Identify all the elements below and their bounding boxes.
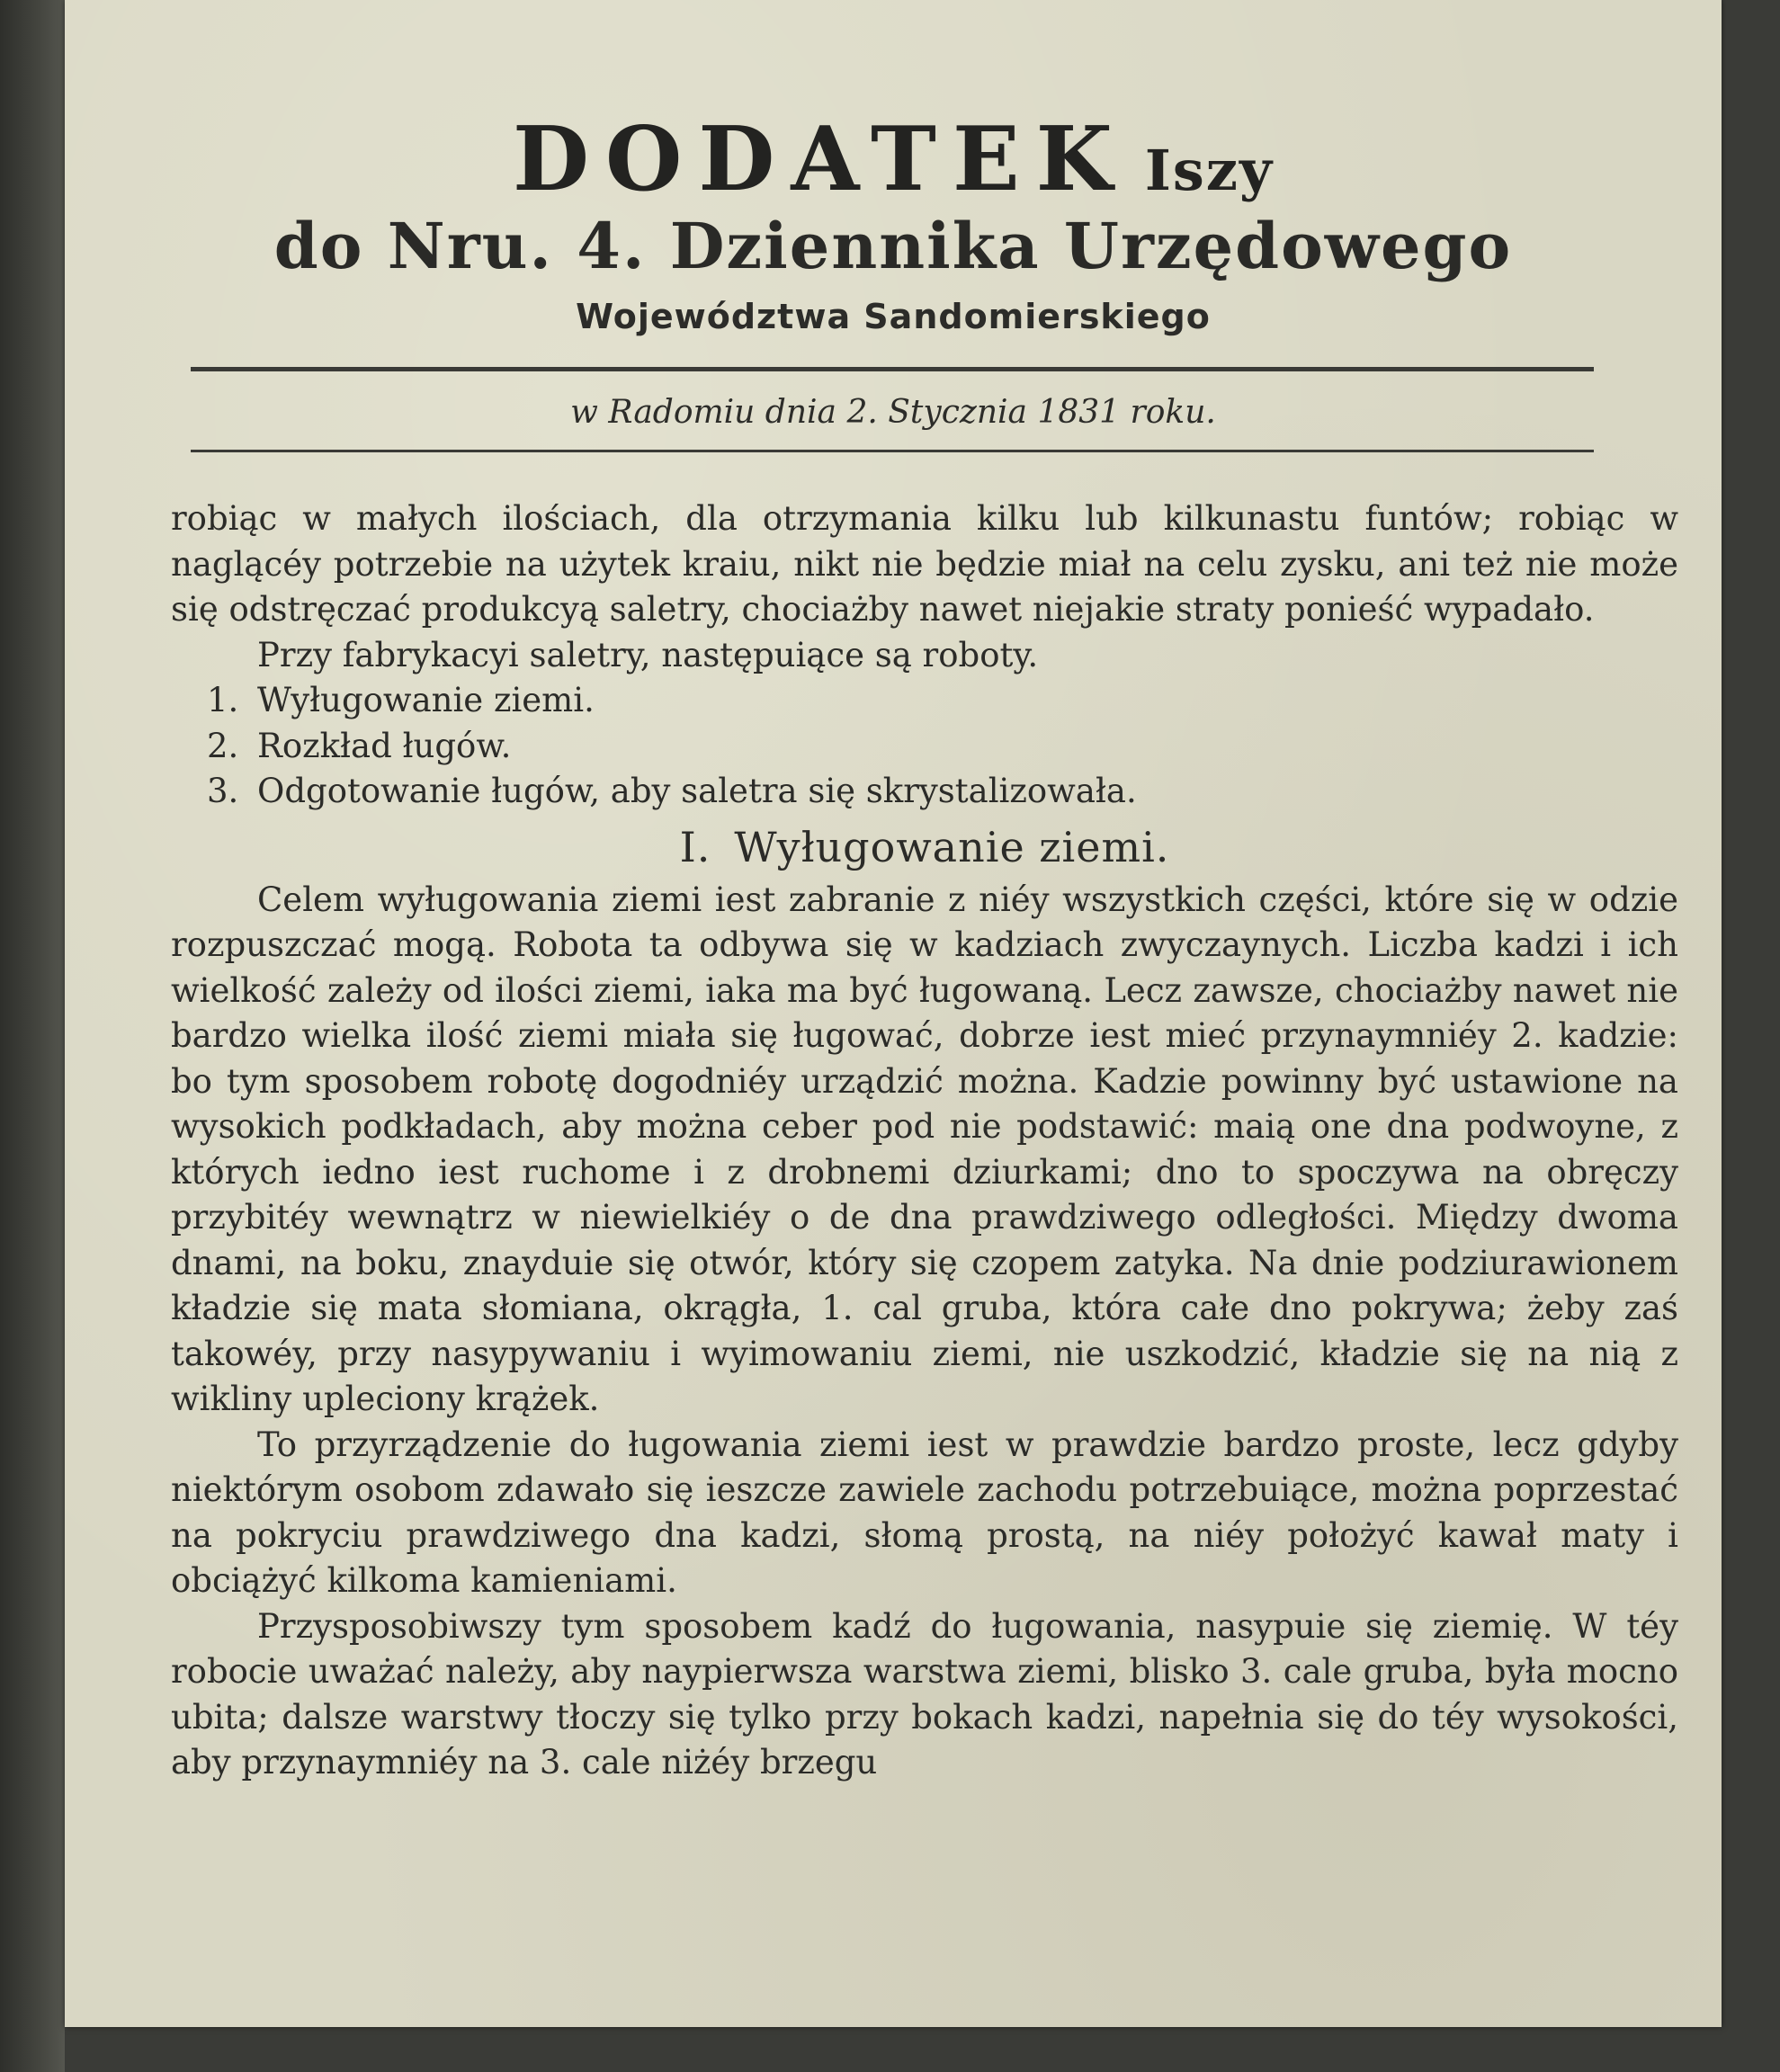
section-paragraph: Przysposobiwszy tym sposobem kadź do ługowania, nasypuie się ziemię. W téy robocie uważać należy, aby naypierwsza warstwa ziemi, blisko 3. cale gruba, była mocno ubita; dalsze warstwy tłoczy się tylko przy bokach kadzi, napełnia się do téy wysokości, aby przynaymniéy na 3. cale niżéy brzegu xyxy=(171,1606,1678,1782)
intro-lead: Przy fabrykacyi saletry, następuiące są roboty. xyxy=(257,635,1039,674)
list-item xyxy=(171,678,1678,724)
header-rule-bottom xyxy=(191,450,1594,452)
document-subtitle: do Nru. 4. Dziennika Urzędowego xyxy=(273,209,1513,283)
list-item xyxy=(171,724,1678,770)
document-title xyxy=(65,108,1722,211)
section-heading xyxy=(171,818,1678,876)
section-number: I. xyxy=(679,822,711,871)
step-number: 1. xyxy=(207,681,239,719)
section-title: Wyługowanie ziemi. xyxy=(734,822,1170,871)
step-text: Rozkład ługów. xyxy=(257,726,512,765)
section-paragraph: Celem wyługowania ziemi iest zabranie z niéy wszystkich części, które się w odzie rozpuszczać mogą. Robota ta odbywa się w kadziach zwyczaynych. Liczba kadzi i ich wielkość zależy od ilości ziemi, iaka ma być ługowaną. Lecz zawsze, chociażby nawet nie bardzo wielka ilość ziemi miała się ługować, dobrze iest mieć przynaymniéy 2. kadzie: bo tym sposobem robotę dogodniéy urządzić można. Kadzie powinny być ustawione na wysokich podkładach, aby można ceber pod nie podstawić: maią one dna podwoyne, z których iedno iest ruchome i z drobnemi dziurkami; dno to spoczywa na obręczy przybitéy wewnątrz w niewielkiéy o de dna prawdziwego odległości. Między dwoma dnami, na boku, znayduie się otwór, który się czopem zatyka. Na dnie podziurawionem kładzie się mata słomiana, okrągła, 1. cal gruba, która całe dno pokrywa; żeby zaś takowéy, przy nasypywaniu i wyimowaniu ziemi, nie uszkodzić, kładzie się na nią z wikliny upleciony krążek. xyxy=(171,880,1678,1418)
document-region: Województwa Sandomierskiego xyxy=(576,297,1211,336)
book-spine xyxy=(0,0,65,2072)
document-body xyxy=(171,496,1678,1786)
step-text: Wyługowanie ziemi. xyxy=(257,681,595,719)
title-suffix: Iszy xyxy=(1144,138,1274,203)
step-number: 2. xyxy=(207,726,239,765)
intro-paragraph: robiąc w małych ilościach, dla otrzymania kilku lub kilkunastu funtów; robiąc w naglącéy potrzebie na użytek kraiu, nikt nie będzie miał na celu zysku, ani też nie może się odstręczać produkcyą saletry, chociażby nawet niejakie straty ponieść wypadało. xyxy=(171,499,1678,629)
title-word: DODATEK xyxy=(513,108,1129,211)
dateline: w Radomiu dnia 2. Stycznia 1831 roku. xyxy=(570,394,1216,431)
document-page xyxy=(65,0,1722,2027)
header-rule-top xyxy=(191,367,1594,371)
step-text: Odgotowanie ługów, aby saletra się skrystalizowała. xyxy=(257,772,1137,810)
list-item xyxy=(171,769,1678,815)
steps-list xyxy=(171,678,1678,815)
step-number: 3. xyxy=(207,772,239,810)
section-paragraph: To przyrządzenie do ługowania ziemi iest w prawdzie bardzo proste, lecz gdyby niektórym osobom zdawało się ieszcze zawiele zachodu potrzebuiące, można poprzestać na pokryciu prawdziwego dna kadzi, słomą prostą, na niéy położyć kawał maty i obciążyć kilkoma kamieniami. xyxy=(171,1424,1678,1600)
